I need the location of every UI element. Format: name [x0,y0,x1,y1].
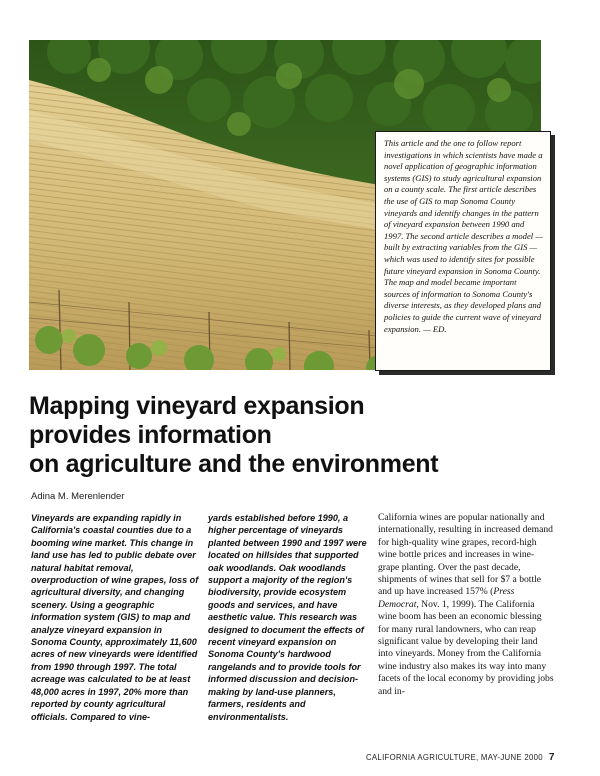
author-name: Adina M. Merenlender [31,491,125,502]
article-title-line-3: on agriculture and the environment [29,450,439,478]
page-footer [366,752,555,763]
journal-name: CALIFORNIA AGRICULTURE, MAY-JUNE 2000 [366,753,543,762]
article-title-line-2: provides information [29,421,272,449]
article-title-line-1: Mapping vineyard expansion [29,392,365,420]
article-title [29,392,569,479]
editor-note-box [375,131,551,371]
body-text-part-1: California wines are popular nationally and internationally, resulting in increased demand for high-quality wine grapes, record-high wine bottle prices and increases in wine-grape planting. Over the past decade, shipments of wines that sell for $7 a bottle and up have increased 157% ( [378,512,553,598]
body-text-part-2: , Nov. 1, 1999). The California wine boom has been an economic blessing for many rural landowners, who can reap significant value by developing their land into vineyards. Money from the California wine industry also makes its way into many facets of the local economy by providing jobs and in- [378,598,554,697]
page-number: 7 [548,752,555,763]
abstract-column-2: yards established before 1990, a higher percentage of vineyards planted between 1990 and 1997 were located on hillsides that supported oak woodlands. Oak woodlands support a majority of the region's biodiversity, provide ecosystem goods and services, and have aesthetic value. This research was designed to document the effects of recent vineyard expansion on Sonoma County's hardwood rangelands and to provide tools for informed discussion and decision-making by land-use planners, farmers, residents and environmentalists. [208,513,367,722]
body-text-column [378,512,554,698]
abstract-column-1: Vineyards are expanding rapidly in California's coastal counties due to a booming wine market. This change in land use has led to public debate over natural habitat removal, overproduction of wine grapes, loss of agricultural diversity, and changing scenery. Using a geographic information system (GIS) to map and analyze vineyard expansion in Sonoma County, approximately 11,600 acres of new vineyards were identified from 1990 through 1997. The total acreage was calculated to be at least 48,000 acres in 1997, 20% more than reported by county agricultural officials. Compared to vine- [31,513,199,722]
body-citation: Press Democrat [378,586,515,610]
editor-note-text: This article and the one to follow report investigations in which scientists have made a novel application of geographic information systems (GIS) to study agricultural expansion on a county scale. The first article describes the use of GIS to map Sonoma County vineyards and identify changes in the pattern of vineyard expansion between 1990 and 1997. The second article describes a model — built by extracting variables from the GIS — which was used to identify sites for possible future vineyard expansion in Sonoma County. The map and model became important sources of information to Sonoma County's diverse interests, as they developed plans and policies to guide the current wave of vineyard expansion. — ED. [384,138,543,334]
